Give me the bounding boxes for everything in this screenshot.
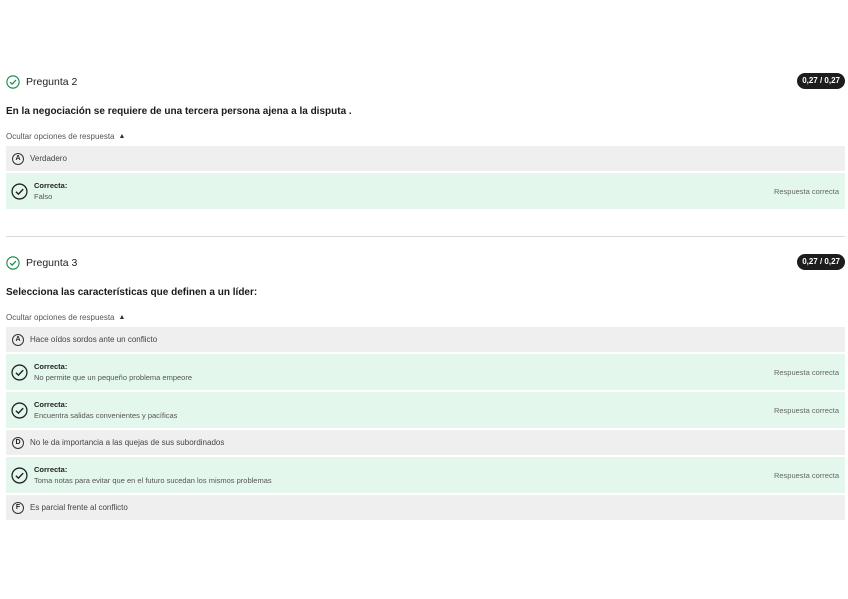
option-text: No le da importancia a las quejas de sus subordinados — [30, 438, 225, 447]
question-header — [6, 74, 845, 90]
option-b — [6, 173, 845, 209]
option-text: Toma notas para evitar que en el futuro sucedan los mismos problemas — [34, 475, 272, 485]
answer-options — [6, 146, 845, 209]
question-text: En la negociación se requiere de una tercera persona ajena a la disputa . — [6, 106, 352, 117]
chevron-up-icon: ▲ — [118, 133, 126, 140]
option-text: No permite que un pequeño problema empeore — [34, 372, 193, 382]
hide-options-toggle[interactable] — [6, 313, 845, 322]
chevron-up-icon: ▲ — [118, 314, 126, 321]
check-circle-icon — [11, 364, 28, 381]
answer-options — [6, 327, 845, 520]
option-e — [6, 457, 845, 493]
question-divider — [6, 236, 845, 237]
question-title: Pregunta 3 — [26, 257, 78, 269]
question-3 — [6, 255, 845, 522]
option-text: Hace oídos sordos ante un conflicto — [30, 335, 158, 344]
correct-label: Correcta: — [34, 399, 68, 409]
correct-label: Correcta: — [34, 361, 68, 371]
check-circle-icon — [6, 256, 20, 270]
score-badge: 0,27 / 0,27 — [797, 254, 845, 270]
correct-answer-tag: Respuesta correcta — [773, 470, 839, 480]
check-circle-icon — [6, 75, 20, 89]
correct-label: Correcta: — [34, 464, 68, 474]
question-header — [6, 255, 845, 271]
toggle-label: Ocultar opciones de respuesta — [6, 313, 115, 322]
check-circle-icon — [11, 402, 28, 419]
correct-answer-tag: Respuesta correcta — [773, 405, 839, 415]
option-a — [6, 327, 845, 352]
correct-label: Correcta: — [34, 180, 68, 190]
option-text: Es parcial frente al conflicto — [30, 503, 128, 512]
hide-options-toggle[interactable] — [6, 132, 845, 141]
option-text: Encuentra salidas convenientes y pacíficas — [34, 410, 178, 420]
option-b — [6, 354, 845, 390]
question-2 — [6, 74, 845, 211]
option-letter: D — [12, 437, 24, 449]
toggle-label: Ocultar opciones de respuesta — [6, 132, 115, 141]
correct-answer-tag: Respuesta correcta — [773, 186, 839, 196]
option-letter: F — [12, 502, 24, 514]
option-c — [6, 392, 845, 428]
correct-answer-tag: Respuesta correcta — [773, 367, 839, 377]
option-letter: A — [12, 334, 24, 346]
question-text: Selecciona las características que definen a un líder: — [6, 287, 258, 298]
check-circle-icon — [11, 183, 28, 200]
option-text: Falso — [34, 191, 53, 201]
option-d — [6, 430, 845, 455]
check-circle-icon — [11, 467, 28, 484]
score-badge: 0,27 / 0,27 — [797, 73, 845, 89]
option-letter: A — [12, 153, 24, 165]
option-a — [6, 146, 845, 171]
question-title: Pregunta 2 — [26, 76, 78, 88]
option-f — [6, 495, 845, 520]
option-text: Verdadero — [30, 154, 67, 163]
